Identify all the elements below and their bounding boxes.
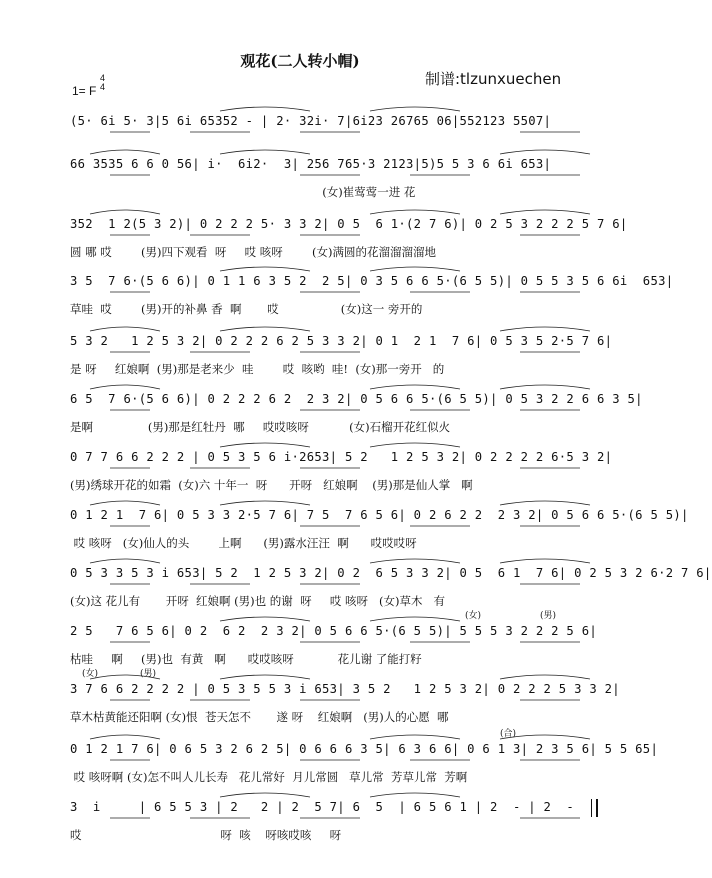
score-system — [70, 796, 598, 852]
score-system — [70, 270, 674, 326]
score-system — [70, 504, 689, 560]
lyric-line: 草哇 哎 (男)开的补鼻 香 啊 哎 (女)这一 旁开的 — [70, 302, 423, 316]
notation-line: 3 i | 6 5 5 3 | 2 2 | 2 5 7| 6 5 | 6 5 6 1 | 2 - | 2 - — [70, 800, 575, 814]
time-signature — [100, 74, 105, 92]
role-marker: (合) — [500, 729, 517, 739]
notation-line: 6 5 7 6·(5 6 6)| 0 2 2 2 6 2 2 3 2| 0 5 6 6 5·(6 5 5)| 0 5 3 2 2 6 6 3 5| — [70, 392, 643, 406]
lyric-line: 哎 咳呀啊 (女)怎不叫人儿长寿 花儿常好 月儿常圆 草儿常 芳草儿常 芳啊 — [70, 770, 468, 784]
score-system — [70, 446, 613, 502]
notation-line: (5· 6i 5· 3|5 6i 65352 - | 2· 32i· 7|6i23 26765 06|552123 5507| — [70, 114, 552, 128]
notation-line: 352 1 2(5 3 2)| 0 2 2 2 5· 3 3 2| 0 5 6 1·(2 7 6)| 0 2 5 3 2 2 2 5 7 6| — [70, 217, 628, 231]
role-marker: (女) — [465, 611, 482, 621]
score-system — [70, 213, 628, 269]
notation-line: 0 5 3 3 5 3 i 653| 5 2 1 2 5 3 2| 0 2 6 5 3 3 2| 0 5 6 1 7 6| 0 2 5 3 2 6·2 7 6| — [70, 566, 712, 580]
notation-line: 3 5 7 6·(5 6 6)| 0 1 1 6 3 5 2 2 5| 0 3 5 6 6 5·(6 5 5)| 0 5 5 3 5 6 6i 653| — [70, 274, 674, 288]
lyric-line: 圆 哪 哎 (男)四下观看 呀 哎 咳呀 (女)满圆的花溜溜溜溜地 — [70, 245, 436, 259]
lyric-line: 是 呀 红娘啊 (男)那是老来少 哇 哎 咳哟 哇! (女)那一旁开 的 — [70, 362, 445, 376]
notation-line: 0 1 2 1 7 6| 0 6 5 3 2 6 2 5| 0 6 6 6 3 5| 6 3 6 6| 0 6 1 3| 2 3 5 6| 5 5 65| — [70, 742, 659, 756]
notation-line: 0 1 2 1 7 6| 0 5 3 3 2·5 7 6| 7 5 7 6 5 6| 0 2 6 2 2 2 3 2| 0 5 6 6 5·(6 5 5)| — [70, 508, 689, 522]
lyric-line: 哎 咳呀 (女)仙人的头 上啊 (男)露水汪汪 啊 哎哎哎呀 — [70, 536, 417, 550]
score-system — [70, 729, 659, 794]
score-system — [70, 153, 598, 209]
time-signature-bottom: 4 — [100, 82, 106, 92]
key-signature: 1= F — [72, 84, 97, 98]
lyric-line: (女)崔莺莺一进 花 — [70, 185, 416, 199]
role-marker: (男) — [540, 611, 557, 621]
notation-line: 66 3535 6 6 0 56| i· 6i2· 3| 256 765·3 2123|5)5 5 3 6 6i 653| — [70, 157, 552, 171]
score-system — [70, 388, 643, 444]
time-signature-top: 4 — [100, 73, 106, 83]
score-system — [70, 330, 613, 386]
lyric-line: (男)绣球开花的如霜 (女)六 十年一 呀 开呀 红娘啊 (男)那是仙人掌 啊 — [70, 478, 473, 492]
lyric-line: (女)这 花儿有 开呀 红娘啊 (男)也 的谢 呀 哎 咳呀 (女)草木 有 — [70, 594, 445, 608]
lyric-line: 是啊 (男)那是红牡丹 哪 哎哎咳呀 (女)石榴开花红似火 — [70, 420, 451, 434]
lyric-line: 哎 呀 咳 呀咳哎咳 呀 — [70, 828, 342, 842]
notation-line: 5 3 2 1 2 5 3 2| 0 2 2 2 6 2 5 3 3 2| 0 1 2 1 7 6| 0 5 3 5 2·5 7 6| — [70, 334, 613, 348]
notation-line: 2 5 7 6 5 6| 0 2 6 2 2 3 2| 0 5 6 6 5·(6 5 5)| 5 5 5 3 2 2 2 5 6| — [70, 624, 597, 638]
notation-line: 3 7 6 6 2 2 2 2 | 0 5 3 5 5 3 i 653| 3 5 2 1 2 5 3 2| 0 2 2 2 5 3 3 2| — [70, 682, 620, 696]
score-system — [70, 669, 620, 734]
lyric-line: 枯哇 啊 (男)也 有黄 啊 哎哎咳呀 花儿谢 了能打籽 — [70, 652, 422, 666]
lyric-line: 草木枯黄能还阳啊 (女)恨 苍天怎不 遂 呀 红娘啊 (男)人的心愿 哪 — [70, 710, 449, 724]
score-system — [70, 562, 712, 618]
role-marker: (女) — [82, 669, 99, 679]
page-title: 观花(二人转小帽) — [240, 52, 360, 70]
notation-line: 0 7 7 6 6 2 2 2 | 0 5 3 5 6 i·2653| 5 2 1 2 5 3 2| 0 2 2 2 2 6·5 3 2| — [70, 450, 613, 464]
role-marker: (男) — [140, 669, 157, 679]
author-credit: 制谱:tlzunxuechen — [425, 70, 562, 88]
final-barline — [591, 799, 598, 817]
